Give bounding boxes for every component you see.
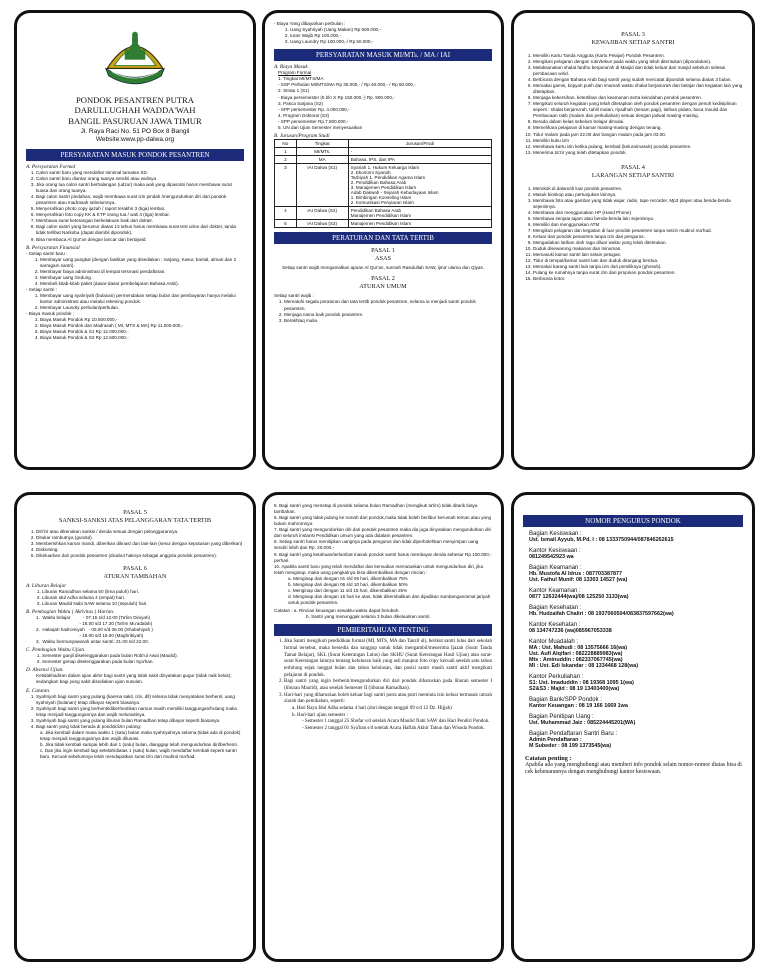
pengurus-label: Kantor Perkuliahan : — [529, 674, 584, 680]
pemberitahuan-list — [274, 639, 492, 706]
table-cell-tingkat: MA — [296, 155, 348, 163]
pengurus-group — [529, 605, 743, 617]
list-item: 10. Duduk disewarung makanan dan minuman. — [533, 246, 743, 252]
table-cell-no: 2 — [275, 155, 297, 163]
catatan-continued-list — [274, 503, 492, 576]
pengurus-label: Kantor Kesehatan : — [529, 622, 581, 628]
catatan-list — [26, 694, 244, 730]
asas-text: Setiap santri wajib mengamalkan ajaran Al Qur'an, sunnah Rasulullah SAW, ijma' ulama dan Qiyas. — [282, 264, 485, 270]
list-item: - Semester 2 tanggal 01 Sya'ban s/d setelah Acara Haflah Akhir Tahun dan Wisuda Pondok. — [302, 726, 485, 732]
table-row — [275, 163, 492, 206]
list-item: 8. Setiap santri harus menitipkan uangnya pada pengurus dan tidak diperbolehkan menyimpan uang sendiri lebih dari Rp. 20.000,- — [274, 539, 479, 551]
pengurus-contact: Mts : Aminuddin : 082337067745(wa) — [529, 657, 623, 663]
pasal-number: PASAL 5 — [123, 509, 147, 516]
catatan-penting-block — [523, 755, 743, 776]
table-header-cell: Jurusan/Prodi — [348, 139, 491, 147]
list-item: - SPP persemester Rp.7.500.000,- — [278, 118, 349, 124]
list-item: 4. Membeli kitab-kitab paket (dasar-dasar pembelajaran Bahasa Arab). — [40, 281, 244, 287]
table-cell-no: 3 — [275, 163, 297, 206]
name-line-1: PONDOK PESANTREN PUTRA — [76, 95, 194, 105]
list-item: 4. Diskorsing. — [36, 547, 244, 553]
list-item: c. Dan jika ingin kembali lagi setelah/diatas 1 (satu) bulan, wajib mendaftar kembali seperti santri baru. Kecuali sebelumnya telah mendapatkan surat izin dari mudirul ma'had. — [40, 748, 237, 760]
pengurus-contact: Ust. Ismail Ayyub, M.Pd. I : 08 1333750944/087846262615 — [529, 537, 674, 543]
list-item: 1. Tingkat MI/MTS/MA — [278, 76, 324, 82]
list-item: 4. Membawa dan menggunakan HP (Hand Phone) — [533, 210, 743, 216]
pesantren-name — [26, 95, 244, 126]
pengurus-group — [529, 548, 743, 560]
list-item: 6. Menjaga kebersihan, ketertiban dan keamanan serta keindahan pondok pesantren. — [533, 95, 743, 101]
pasal-title: LARANGAN SETIAP SANTRI — [591, 171, 675, 179]
list-item: 4. Bagi calon santri pindahan, wajib membawa surat izin pindah /mengundurkan diri dari pondok pesantren atau madrasah sebelumnya. — [36, 194, 244, 206]
list-item: 1. Merokok di dalam/di luar pondok pesantren. — [533, 186, 743, 192]
panel-sanksi-aturan — [14, 492, 256, 962]
list-item: 5. Menyerahkan photo copy ijazah / raport terakhir 3 (tiga) lembar. — [36, 206, 244, 212]
pasal-title: ASAS — [374, 254, 392, 262]
list-item: 5. Memakai gamis, kopyah putih dan imamah waktu shalat berjama'ah dan belajar dan kegiatan lain yang ditetapkan. — [533, 83, 743, 95]
list-item: 3. Membayar uang Gedung. — [40, 275, 244, 281]
table-cell-no: 1 — [275, 147, 297, 155]
pengurus-label: Bagian Kesehatan : — [529, 605, 582, 611]
pasal-6-heading — [26, 565, 244, 581]
pengurus-label: Bagian Penitipan Uang : — [529, 714, 594, 720]
catatan-line: b. Santri yang menunggak selama 3 bulan dikeluarkan santri. — [306, 614, 431, 620]
pesantren-logo-icon — [98, 23, 172, 89]
pengurus-group — [529, 639, 743, 669]
formal-list — [26, 170, 244, 243]
list-item: 3. Uang Laundry Rp 100.000,-/ Rp 50.000,- — [290, 39, 492, 45]
table-cell-no: 5 — [275, 219, 297, 227]
pengurus-group — [529, 731, 743, 749]
list-item: 2. Menjaga nama baik pondok pesantren. — [284, 312, 492, 318]
list-item: 1. Semester ganjil diselenggarakan pada bulan Robi'ul Awal (Maulid). — [42, 653, 244, 659]
larangan-list — [523, 186, 743, 283]
list-item: 1. Jika Santri mengikuti pendidikan formal (MI, MTS, MA dan Tanzil ul), berikut santri lulus dari sekolah formal tersebut, maka bersedia dan sanggup untuk tidak mengambil/menerima Ijazah (Surat Tanda Tamat Belajar), SKL (Surat Keterangan Lulus) dan SKHU (Surat Keterangan Hasil Ujian) atau surat-surat Keterangan lainnya tentang kelulusan baik yang asli maupun foto copy kecuali setelah satu tahun terhitung sejak tanggal bulan dan tahun kelulusan, dan posisi santri masih santri aktif mengikuti pelajaran di pondok. — [284, 639, 492, 679]
pengurus-contact: Ust. Aufi Alqifari : 082228889983(wa) — [529, 651, 623, 657]
semester-list — [274, 719, 492, 732]
list-item: 2. Mengikuti pelajaran dengan rutin/tekun pada waktu yang telah ditentukan (dipondokan). — [533, 59, 743, 65]
table-cell-prodi: Bahasa, IPS, dan IPA — [348, 155, 491, 163]
pengurus-label: Bagian Bank/SPP Pondok : — [529, 697, 602, 703]
list-item: 7. Bagi santri yang mengundurkan diri dari pondok pesantren maka dia juga dinyatakan mengundurkan diri dari seluruh instansi Pendidikan umum yang ada didalam pesantren. — [274, 527, 492, 539]
list-item: 1. Biaya Masuk Pondok Rp 10.500.000,- — [40, 317, 244, 323]
libur-list — [26, 589, 244, 607]
section-title: A. Persyaratan Formal — [26, 163, 76, 170]
section-title: A. Biaya Masuk — [274, 64, 308, 71]
table-cell-tingkat: IAI Dalwa (S3) — [296, 219, 348, 227]
list-item: 9. Memelihara pelajaran di kamar masing-masing dengan tenang. — [533, 125, 743, 131]
list-item: 7. Membawa surat keterangan berkelakuan baik dari dokter. — [36, 218, 244, 224]
table-cell-no: 4 — [275, 206, 297, 219]
subheading: - Setiap santri : — [26, 286, 57, 292]
list-item: 1. Liburan Ramadhan selama 50 (lima puluh) hari. — [42, 589, 244, 595]
baru-list — [26, 257, 244, 287]
waktu-list — [26, 615, 244, 645]
list-item: 4. Biaya Masuk Pondok & S2 Rp 12.500.000,- — [40, 335, 244, 341]
list-item: 3. Melaksanakan shalat fardhu berjama'ah di Masjid dan tidak keluar dari masjid sebelum selesai pembacaan wirid. — [533, 65, 743, 77]
pengurus-group — [529, 674, 743, 692]
list-item: 5. Membawa senjata tajam atau benda-benda lain sejenisnya. — [533, 216, 743, 222]
table-row — [275, 155, 492, 163]
pengurus-label: Kantor Muadalah : — [529, 639, 579, 645]
list-item: 10. Apabila santri baru yang telah mendaftar dan kemudian memutuskan untuk mengundurkan diri, jika telah menginap, maka uang pangkalnya bisa dikembalikan dengan rincian : — [274, 563, 484, 575]
pasal-number: PASAL 2 — [371, 274, 395, 282]
pengurus-contact: Kantor Keuangan : 08 19 166 1669 1wa — [529, 703, 628, 709]
list-item: c. Menginap dari dengan 11 s/d 15 hari, dikembalikan 25% — [288, 587, 408, 593]
list-item: - SPP persemester Rp. 4.000.000,- — [278, 106, 350, 112]
list-item: 3. Pasca Sarjana (S2) — [278, 100, 323, 106]
list-item: 1. Uang Syahriyah (Uang Makan) Rp 500.000,- — [290, 27, 492, 33]
section-title: B. Persyaratan Finansial — [26, 244, 80, 251]
catatan-sub-list — [26, 730, 244, 760]
pasal-number: PASAL 4 — [621, 163, 645, 171]
table-row — [275, 147, 492, 155]
pengurus-contact: S2&S3 : Majid : 08 19 13403400(wa) — [529, 686, 620, 692]
list-item: 1. Calon santri baru yang mendaftar minimal tamatan SD. — [36, 170, 244, 176]
section-title: D. Absensi Ujian. — [26, 667, 64, 674]
section-bar: PERSYARATAN MASUK PONDOK PESANTREN — [26, 149, 244, 161]
list-item: 3. Membawa foto atau gambar yang tidak wajar, radio, tape recorder, Mp3 player atau benda-benda sejenisnya. — [533, 198, 743, 210]
list-item: 2. Syahriyah bagi santri yang berhenti/diberhentikan namun masih memiliki tanggungan/hutang maka tetap menjadi tanggungannya dan wajib melunasinya. — [36, 706, 244, 718]
list-item: 4. Bagi santri yang tidak berada di pondok/izin pulang: — [36, 724, 244, 730]
list-item: 1. Mematuhi segala peraturan dan tata tertib pondok pesantren, selama ia menjadi santri pondok pesantren. — [284, 299, 492, 311]
list-item: 9. Bagi santri yang ketahuan/terlambat masuk pondok santri harus membayar denda sebesar Rp 100.000,- perhari. — [274, 551, 492, 563]
list-item: 3. Jika orang tua calon santri berhalangan (udzur) maka wali yang dipasrahi harus membawa surat kuasa dari orang tuanya. — [36, 182, 244, 194]
pengurus-contact: 08 134747236 (wa)085967053338 — [529, 628, 612, 634]
list-item: 12. Tidur di tempat/kamar santri lain dan duduk diranjang berdua. — [533, 258, 743, 264]
list-item: 2. Semester genap diselenggarakan pada bulan Sya'ban. — [42, 659, 244, 665]
pengurus-contact: MI : Ust. Edi Iskandar : 08 1334468 128(wa) — [529, 663, 639, 669]
pengurus-contact: 081249542923 wa — [529, 554, 574, 560]
table-cell-prodi: - — [348, 147, 491, 155]
list-item: 5. Bagi santri yang menetap di pondok selama bulan Ramadhan (mengikuti ta'lim) tidak ditarik biaya tambahan. — [274, 503, 478, 515]
pengurus-contact: S1: Ust. Imaduddin : 08 19368 1095 1(wa) — [529, 680, 634, 686]
rincian-list — [274, 576, 492, 606]
section-title: A. Liburan Belajar — [26, 582, 67, 589]
list-item: 6. Memiliki dan menggunakan ATM — [533, 222, 743, 228]
list-item: 3. Berakhlaq mulia. — [284, 318, 492, 324]
pasal-4-heading — [523, 164, 743, 180]
pengurus-contact: 0877 12632444(wa)/08 125250 3133(wa) — [529, 594, 629, 600]
absensi-text: Ketidakhadiran dalam ujian akhir bagi santri yang tidak sakit dinyatakan gugur (tidak naik kelas); sedangkan bagi yang sakit disediakan ujian susulan. — [36, 673, 232, 685]
list-item: 1. Memiliki Kartu Tanda Anggota (Kartu Pelajar) Pondok Pesantren. — [533, 53, 743, 59]
list-item: 7. Mengikuti pelajaran dan kegiatan di luar pondok pesantren tanpa seizin mudirul ma'had. — [533, 228, 743, 234]
pengurus-group — [529, 714, 743, 726]
pasal-title: ATURAN UMUM — [359, 282, 407, 290]
list-item: 15. Berbicara kotor. — [533, 276, 743, 282]
list-item: 13. Menerima ta'zir yang telah ditetapkan pondok. — [533, 150, 743, 156]
pengurus-contact: Hb. Mustofa Al Idrus : 087703387877 — [529, 571, 622, 577]
panel-kewajiban-larangan — [511, 10, 755, 470]
umum-intro: Setiap santri wajib : — [274, 293, 314, 299]
table-header-cell: Tingkat — [296, 139, 348, 147]
list-item: 6. Bagi santri yang tidak pulang ke rumah dari pondok,maka tidak boleh berlibur kerumah teman atau yang bukan mahromnya. — [274, 515, 492, 527]
sanksi-list — [26, 529, 244, 559]
table-row — [275, 219, 492, 227]
pengurus-label: Kantor Kesiswaan : — [529, 548, 581, 554]
list-item: 1. Syahriyah bagi santri yang pulang (karena sakit, izin, dll) selama tidak menyatakan berhenti, uang syahriyah (bulanan) tetap dibayar seperti biasanya. — [36, 694, 244, 706]
pasal-2-heading — [274, 275, 492, 291]
panel-lanjutan-pemberitahuan — [262, 492, 504, 962]
list-item: 3. Syahriyah bagi santri yang pulang liburan bulan Ramadhan tetap dibayar seperti biasanya. — [36, 718, 244, 724]
list-item: - Semester 1 tanggal 25 Shofar s/d setelah Acara Maulid Nabi SAW dan Hari Pendiri Pondok. — [302, 719, 490, 725]
list-item: 2. Halaqah hadromiyah - 05.00 s/d 06.00 (Shabahiyah ) — [36, 627, 153, 633]
pengurus-label: Bagian Kesiswaan : — [529, 531, 582, 537]
website-link[interactable]: Website:www.pp-dalwa.org — [95, 136, 175, 144]
pengurus-group — [529, 697, 743, 709]
list-item: 10. Tidur malam pada jam 22.00 dan bangun malam pada jam 03.00. — [533, 132, 743, 138]
list-item: 3. Liburan Maulid Nabi SAW selama 10 (sepuluh) hari. — [42, 601, 244, 607]
table-cell-prodi: Pendidikan Bahasa Arab Manajemen Pendidikan Islam — [348, 206, 491, 219]
list-item: 12. Membawa kartu izin ketika pulang, kembali (kelura/masuk) pondok pesantren. — [533, 144, 743, 150]
list-item: a. Jika kembali dalam masa waktu 1 (satu) bulan maka syahriyahnya selama (tidak ada di pondok) tetap menjadi tanggungannya dan wajib dilunasi. — [40, 729, 241, 741]
pasal-5-heading — [26, 509, 244, 525]
section-bar: PERATURAN DAN TATA TERTIB — [274, 232, 492, 244]
ujian-list — [26, 653, 244, 665]
pengurus-group — [529, 565, 743, 583]
pengurus-label: Bagian Pendaftaran Santri Baru : — [529, 731, 618, 737]
list-item: 9. Mengadakan latihan olah raga diluar waktu yang telah ditentukan. — [533, 240, 743, 246]
name-line-3: BANGIL PASURUAN JAWA TIMUR — [68, 115, 202, 126]
section-title: B. Pembagian Waktu ( Aktivitas ) Harian. — [26, 608, 115, 615]
pengurus-group — [529, 531, 743, 543]
pemberitahuan-sub: b. Hari-hari ujian semester : — [292, 712, 348, 718]
list-item: - 18.00 s/d 19.00 (Maghribiyah) — [36, 633, 144, 639]
list-item: 2. Masuk bioskop atau pertunjukan lainnya. — [533, 192, 743, 198]
list-item: - Biaya persemester (6 bln X Rp 150.000,-) Rp. 900.000,- — [278, 94, 395, 100]
monthly-list — [274, 27, 492, 45]
list-item: 2. Membayar Laundry perbulan/perbulan. — [40, 305, 244, 311]
list-item: 11. Memiliki buku izin — [533, 138, 743, 144]
pengurus-contact: Admin Pendaftaran : — [529, 737, 582, 743]
table-cell-prodi: Manajemen Pendidikan Islam — [348, 219, 491, 227]
list-item: 3. Biaya Masuk Pondok & S1 Rp 12.000.000,- — [40, 329, 244, 335]
list-item: b. Jika tidak kembali sampai lebih dari 1 (satu) bulan, dianggap telah mengundurkan diri/berhenti. — [40, 742, 238, 747]
santri-list — [26, 293, 244, 311]
list-item: 5. Dikeluarkan dari pondok pesantren (dicabut haknya sebagai anggota pondok pesantren). — [36, 553, 244, 559]
list-item: 1. Membayar uang syahriyah (bulanan) permendakan setiap bulan dan pembayaran hanya melalui kantor administrasi atau melalui rekening pondok. — [40, 293, 244, 305]
table-cell-prodi: Syariah 1. Hukum Keluarga Islam 2. Ekonomi Syariah Tarbiyah 1. Pendidikan Agama Islam 2. Pendidikan Bahasa Arab 3. Manajemen Pendidikan Islam Adab Dakwah - Sejarah Kebudayaan Islam 1. Bimbingan Konseling Islam 2. Komunikasi Penyiaran Islam — [348, 163, 491, 206]
pasal-title: ATURAN TAMBAHAN — [103, 572, 167, 580]
jurusan-table — [274, 139, 492, 228]
list-item: 2. Membayar biaya administrasi di tempat tersmasi pendaftaran. — [40, 269, 244, 275]
list-item: 2. Liburan Idul Adha selama 4 (empat) hari. — [42, 595, 244, 601]
pengurus-label: Bagian Keamanan : — [529, 565, 582, 571]
biaya-formal-list — [274, 76, 492, 131]
table-cell-tingkat: IAI Dalwa (S2) — [296, 206, 348, 219]
pengurus-contact: MA : Ust. Mahudi : 08 13575666 16(wa) — [529, 645, 628, 651]
pasal-number: PASAL 3 — [621, 31, 645, 38]
list-item: - SSP Perbulan MI/MTS/MA Rp 35.000,- / Rp 40.000,- / Rp 50.000,- — [278, 82, 416, 88]
list-item: a. Menginap dari dengan 01 s/d 05 hari, dikembalikan 75% — [288, 575, 408, 581]
list-item: 1. Waktu belajar - 07.15 s/d 12.00 (Ta'lim Diniyah) — [36, 614, 151, 620]
list-item: 4. Program Doktoral (S3) — [278, 112, 330, 118]
list-item: 2. Strata 1 (S1) — [278, 88, 310, 94]
biaya-list — [26, 317, 244, 341]
subheading: - Biaya masuk pondok : — [26, 311, 75, 317]
pengurus-group — [529, 588, 743, 600]
address-block — [26, 128, 244, 145]
pasal-title: KEWAJIBAN SETIAP SANTRI — [591, 38, 675, 46]
list-item: 1. Diti'zir atau dikenakan sanksi / denda sesuai dengan pelanggarannya. — [36, 529, 244, 535]
section-bar: PERSYARATAN MASUK MI/MTs. / MA / IAI — [274, 49, 492, 61]
section-title: C. Pembagian Waktu Ujian. — [26, 647, 86, 654]
subheading: - Setiap santri baru : — [26, 250, 68, 256]
list-item: 2. Iuran Wajib Rp 100.000,- — [290, 33, 492, 39]
table-header — [275, 139, 492, 147]
list-item: 8. Berada dalam kelas sebelum belajar dimulai. — [533, 119, 743, 125]
list-item: 11. Memasuki kamar santri lain selain petugas. — [533, 252, 743, 258]
list-item: 9. Bisa membaca Al Qur'an dengan lancar dan bertajwid. — [36, 237, 244, 243]
list-item: 2. Biaya Masuk Pondok dan Madrasah ( MI, MTS & MA) Rp 11.000.000,- — [40, 323, 244, 329]
address-line: Jl. Raya Raci No. 51 PO Box 8 Bangil — [80, 127, 190, 135]
pemberitahuan-sub: a. Hari Raya Idul Adha selama 4 hari (dari dengan tanggal 09 s/d 12 Dz. Hijjah) — [292, 706, 452, 712]
catatan-title: Catatan penting : — [525, 755, 572, 762]
list-item: 3. Waktu bermusyawarah antar santri: 21.00 s/d 22.00. — [36, 639, 149, 645]
list-item: 3. Memberishkan kamar mandi, diberikan diknas/ dan lain-lain (sesui dengan keputusan yang diberikan) — [36, 541, 244, 547]
table-cell-tingkat: IAI Dalwa (S1) — [296, 163, 348, 206]
section-title: B. Jurusan/Program Studi — [274, 132, 330, 139]
pengurus-label: Kantor Keamanan : — [529, 588, 581, 594]
list-item: 1. Membayar uang pangkal (dengan fasilitas yang disediakan : ranjang, Kasur, bantal, almari dan 2 sarragam santri). — [40, 257, 244, 269]
section-bar: PEMBERITAHUAN PENTING — [274, 624, 492, 636]
list-item: 2. Bagi santri yang ingin berhenti/mengundurkan diri dari pondok diharuskan pada liburan semester I (liburan Maulid), atau setelah Semester II (liburan Ramadhan). — [284, 679, 492, 692]
catatan-line: Catatan : a. Rincian keuangan sewaktu-waktu dapat berubah. — [274, 608, 400, 614]
panel-persyaratan-madrasah — [262, 10, 504, 470]
pasal-number: PASAL 6 — [123, 565, 147, 573]
list-item: 8. Keluar dari pondok pesantren tanpa izin dari pengurus. — [533, 234, 743, 240]
list-item: b. Menginap dari dengan 06 s/d 10 hari, dikembalikan 50% — [288, 581, 408, 587]
table-row — [275, 206, 492, 219]
list-item: 2. Calon santri baru diantar orang tuanya sendiri atau walinya — [36, 176, 244, 182]
pasal-1-heading — [274, 247, 492, 263]
list-item: - 16.00 s/d 17.30 (Ta'lim Mu'adalah) — [36, 621, 153, 626]
pengurus-contact: Ust. Fathul Munif: 08 13303 14527 (wa) — [529, 577, 628, 583]
panel-persyaratan-pondok — [14, 10, 256, 470]
pasal-number: PASAL 1 — [371, 246, 395, 254]
list-item: 8. Bagi calon santri yang berumur diatas 13 tahun harus membawa surat test urine dari dokter, tanda tidak terlibat Narkoba (dapat diambil dipondok). — [36, 224, 244, 236]
pengurus-contact: M Subeder : 08 199 1373545(wa) — [529, 743, 612, 749]
section-bar: NOMOR PENGURUS PONDOK — [523, 515, 743, 527]
pasal-3-heading — [523, 31, 743, 47]
list-item: d. Menginap dari dengan 16 hari ke atas, tidak dikembalikan dan dijadikan sumbangan/amal jariyah untuk pondok pesantren. — [288, 593, 491, 605]
catatan-text: Apabila ada yang menghubungi atau memberi info pondok selain nomor-nomor diatas bisa di cek kebenarannya dengan menghubungi kantor kesiswaan. — [525, 762, 742, 776]
pasal-title: SANKSI-SANKSI ATAS PELANGGARAN TATA TERTIB — [58, 516, 212, 524]
biaya-intro: - Biaya Yang dibayarkan perbulan : — [274, 21, 346, 26]
list-item: 4. Berbicara dengan Bahasa Arab bagi santri yang sudah mencatat dipondok selama diatas 3 bulan. — [533, 77, 743, 83]
panel-nomor-pengurus — [511, 492, 755, 962]
kewajiban-list — [523, 53, 743, 156]
pengurus-group — [529, 622, 743, 634]
list-item: 13. Memakai barang santri lain tanpa izin dari pemiliknya (ghosob). — [533, 264, 743, 270]
section-title: E. Catatan. — [26, 687, 51, 694]
table-cell-tingkat: MI/MTs. — [296, 147, 348, 155]
list-item: 6. Menyerahkan foto copy KK & KTP orang tua / wali 3 (tiga) lembar. — [36, 212, 244, 218]
list-item: 3. Hari-hari yang diharuskan boleh keluar bagi santri putra atau putri meminta izin keluar termasuk umrah ziarah dan pemikahan, seperti: — [284, 693, 492, 706]
umum-list — [274, 299, 492, 323]
list-item: 5. UN dan Ujian Semester menyesuaikan — [278, 124, 363, 130]
pengurus-groups — [523, 531, 743, 749]
program-formal-title: Program Formal — [278, 70, 312, 76]
list-item: 2. Ditukar rambutnya (gundul). — [36, 535, 244, 541]
name-line-2: DARULLUGHAH WADDA'WAH — [74, 105, 196, 116]
list-item: 14. Pulang ke rumahnya tanpa surat izin dari pimpinan pondok pesantren. — [533, 270, 743, 276]
table-header-cell: No — [275, 139, 297, 147]
list-item: 7. Mengikuti seluruh kegiatan yang telah ditetapkan oleh pondok pesantren dengan penuh kedisiplinan seperti : shalat berjama'ah, tahlil mutan, riyadhah (senam pagi), latihan pidato, baca maulid dan Pembacaan ratib (malam dan perkuliahan) sesuai dengan jadwal masing-masing. — [533, 101, 743, 119]
pengurus-contact: Hb. Hudzaifah Chaliri : 08 1937060504/083837597662(wa) — [529, 611, 674, 617]
pengurus-contact: Ust. Muhammad Jaiz : 085224445201(WA) — [529, 720, 636, 726]
